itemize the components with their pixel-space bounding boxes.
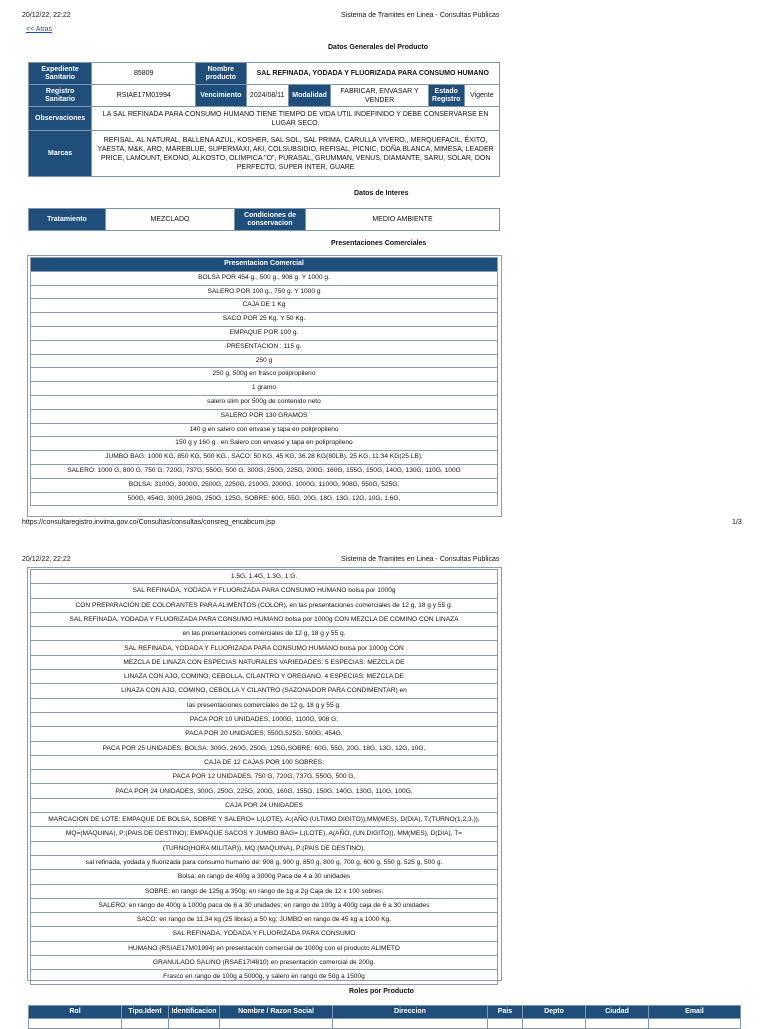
presentacion-row: las presentaciones comerciales de 12 g, 18 g y 55 g. [31,698,498,712]
presentacion-row: SALERO POR 130 GRAMOS [31,409,498,423]
interes-table [28,208,500,231]
roles-header-cell: Rol [29,1006,122,1019]
roles-header-cell: Direccion [333,1006,488,1019]
value-registro: RSIAE17M01994 [92,85,196,107]
value-nombre: SAL REFINADA, YODADA Y FLUORIZADA PARA CONSUMO HUMANO [246,63,499,85]
roles-header-cell: Ciudad [586,1006,649,1019]
presentacion-row: EMPAQUE POR 100 g. [31,326,498,340]
presentacion-row: SAL REFINADA, YODADA Y FLUORIZADA PARA CONSUMO HUMANO bolsa por 1000g [31,584,498,598]
label-modalidad: Modalidad [288,85,330,107]
presentacion-row: 150 g y 160 g . en Salero con envase y tapa en polipropileno [31,437,498,451]
value-condiciones: MEDIO AMBIENTE [306,209,500,231]
presentacion-row: 250 g, 500g en frasco polipropileno [31,368,498,382]
presentacion-row: MARCACION DE LOTE: EMPAQUE DE BOLSA, SOBRE Y SALERO= L(LOTE), A:(AÑO (ULTIMO DIGITO)),MM(MES), D(DIA), T:(TURNO(1,2,3,)), [31,813,498,827]
section-title-interes: Datos de Interes [354,190,409,197]
presentacion-row: PACA POR 10 UNIDADES; 1000G, 1100G, 908 G; [31,712,498,726]
presentacion-row: SOBRE: en rango de 125g a 350g; en rango de 1g a 2g Caja de 12 x 100 sobres; [31,884,498,898]
presentacion-row: 1 gramo [31,382,498,396]
value-tratamiento: MEZCLADO [106,209,235,231]
presentacion-row: BOLSA POR 454 g., 500 g., 908 g. Y 1000 g. [31,271,498,285]
presentacion-row: Frasco en rango de 100g a 5000g, y salero en rango de 50g a 1500g [31,970,498,984]
timestamp: 20/12/22, 22:22 [22,12,71,19]
presentacion-row: JUMBO BAG: 1000 KG, 850 KG, 500 KG., SACO: 50 KG, 45 KG, 36.28 KG(80LB), 25 KG, 11.34 KG(25 LB), [31,451,498,465]
presentacion-row: sal refinada, yodada y fluorizada para consumo humano de: 908 g, 900 g, 850 g, 800 g, 700 g, 600 g, 550 g, 525 g, 500 g. [31,855,498,869]
presentaciones-table-page2 [30,569,498,985]
presentacion-row: LINAZA CON AJO, COMINO, CEBOLLA, CILANTRO Y OREGANO. 4 ESPECIAS: MEZCLA DE [31,670,498,684]
section-title-presentaciones: Presentaciones Comerciales [331,240,427,247]
label-nombre: Nombre producto [196,63,246,85]
presentacion-row: PACA POR 25 UNIDADES; BOLSA: 300G, 260G, 250G, 125G,SOBRE: 60G, 55G, 20G, 18G, 13G, 12G, 10G, [31,741,498,755]
value-vencimiento: 2024/08/11 [246,85,288,107]
label-marcas: Marcas [29,131,92,177]
presentacion-row: SACO POR 25 Kg. Y 50 Kg. [31,313,498,327]
presentacion-row: SAL REFINADA, YODADA Y FLUORIZADA PARA CONSUMO [31,927,498,941]
site-title-page2: Sistema de Tramites en Linea - Consultas Publicas [341,556,500,563]
roles-header-cell: Pais [488,1006,523,1019]
presentacion-row: SALERO POR 100 g., 750 g. Y 1000 g [31,285,498,299]
back-link[interactable]: << Atras [26,26,53,33]
roles-table [28,1005,741,1029]
roles-header-cell: Email [649,1006,741,1019]
value-observaciones: LA SAL REFINADA PARA CONSUMO HUMANO TIENE TIEMPO DE VIDA UTIL INDEFINIDO Y DEBE CONSERVARSE EN LUGAR SECO. [92,107,500,131]
presentacion-row: MEZCLA DE LINAZA CON ESPECIAS NATURALES VARIEDADES: 5 ESPECIAS: MEZCLA DE [31,655,498,669]
presentacion-row: CAJA POR 24 UNIDADES [31,798,498,812]
presentacion-row: 140 g en salero con envase y tapa en polipropileno [31,423,498,437]
presentacion-row: CAJA DE 1 Kg [31,299,498,313]
presentacion-row: SALERO: en rango de 400g a 1000g paca de 6 a 30 unidades; en rango de 100g a 400g caja de 6 a 30 unidades [31,898,498,912]
presentacion-row: SAL REFINADA, YODADA Y FLUORIZADA PARA CONSUMO HUMANO bolsa por 1000g CON [31,641,498,655]
section-title-roles: Roles por Producto [349,988,414,995]
timestamp-page2: 20/12/22, 22:22 [22,556,71,563]
value-estado: Vigente [464,85,499,107]
presentacion-row: 1.5G, 1.4G, 1.3G, 1 G. [31,570,498,584]
roles-header-cell: Nombre / Razon Social [220,1006,333,1019]
value-expediente: 85809 [92,63,196,85]
presentacion-row: (TURNO(HORA MILITAR)), MQ:(MAQUINA), P:(PAIS DE DESTINO). [31,841,498,855]
label-expediente: Expediente Sanitario [29,63,92,85]
presentacion-row: SAL REFINADA, YODADA Y FLUORIZADA PARA CONSUMO HUMANO bolsa por 1000g CON MEZCLA DE COMINO CON LINAZA [31,612,498,626]
presentacion-row: PACA POR 12 UNIDADES, 750 G, 720G, 737G, 550G, 500 G, [31,770,498,784]
presentaciones-table [30,257,498,506]
label-vencimiento: Vencimiento [196,85,246,107]
label-condiciones: Condiciones de conservacion [235,209,306,231]
roles-header-cell: Tipo.Ident [122,1006,169,1019]
pres-header: Presentacion Comercial [31,258,498,272]
label-tratamiento: Tratamiento [29,209,106,231]
presentacion-row: CON PREPARACIÓN DE COLORANTES PARA ALIMENTOS (COLOR), en las presentaciones comerciales de 12 g, 18 g y 55 g. [31,598,498,612]
label-observaciones: Observaciones [29,107,92,131]
presentacion-row: BOLSA: 3100G, 3000G, 2500G, 2250G, 2100G, 2000G, 1000G, 1100G, 908G, 550G, 525G, [31,478,498,492]
presentacion-row: SALERO: 1000 G, 800 G, 750 G, 720G, 737G, 550G, 500 G, 300G, 250G, 225G, 200G, 160G, 155G, 150G, 140G, 130G, 110G, 100G [31,464,498,478]
presentacion-row: HUMANO (RSIAE17M01994) en presentación comercial de 1000g con el producto ALIMETO [31,941,498,955]
presentacion-row: GRANULADO SALINO (RSAE17I4810) en presentación comercial de 200g. [31,956,498,970]
presentacion-row: MQ=(MAQUINA), P:(PAIS DE DESTINO); EMPAQUE SACOS Y JUMBO BAG= L(LOTE), A(AÑO, (UN DIGITO)), MM(MES), D(DIA), T= [31,827,498,841]
value-marcas: REFISAL, AL NATURAL, BALLENA AZUL, KOSHER, SAL SOL, SAL PRIMA, CARULLA VIVERO,, MERQUEFACIL, ÉXITO, YAESTA, M&K, ARO, MAREBLUE, SUPERMAXI, AKI, COLSUBSIDIO, REFISAL, PICNIC, DOÑA BLANCA, MIMESA, LEADER PRICE, LAMOUNT, EKONO, ALKOSTO, OLIMPICA "O", PURASAL, GRUMMAN, VENUS, DIAMANTE, SARU, SOLAR, DON PERFECTO, SUPER INTER, GUARE [92,131,500,177]
label-registro: Registro Sanitario [29,85,92,107]
presentacion-row: PRESENTACION : 115 g. [31,340,498,354]
presentacion-row: salero slim por 500g de contenido neto [31,395,498,409]
value-modalidad: FABRICAR, ENVASAR Y VENDER [331,85,429,107]
presentacion-row: LINAZA CON AJO, COMINO, CEBOLLA Y CILANTRO (SAZONADOR PARA CONDIMENTAR) en [31,684,498,698]
section-title-general: Datos Generales del Producto [328,44,428,51]
presentacion-row: 500G, 454G, 300G,260G, 250G, 125G, SOBRE: 60G, 55G, 20G, 18G, 13G, 12G, 10G, 1.6G, [31,492,498,506]
presentacion-row: CAJA DE 12 CAJAS POR 100 SOBRES; [31,755,498,769]
presentacion-row: en las presentaciones comerciales de 12 g, 18 g y 55 g. [31,627,498,641]
presentacion-row: 250 g [31,354,498,368]
presentacion-row: PACA POR 24 UNIDADES, 300G, 250G, 225G, 200G, 160G, 155G, 150G, 140G, 130G, 110G, 100G, [31,784,498,798]
roles-header-cell: Depto [523,1006,586,1019]
presentacion-row: Bolsa: en rango de 400g a 3000g Paca de 4 a 30 unidades [31,870,498,884]
label-estado: Estado Registro [428,85,464,107]
footer-url: https://consultaregistro.invima.gov.co/Consultas/consultas/consreg_encabcum.jsp [22,519,276,526]
presentacion-row: PACA POR 20 UNIDADES; 550G,525G, 500G, 454G, [31,727,498,741]
general-data-table [28,62,500,177]
presentacion-row: SACO: en rango de 11.34 kg (25 libras) a 50 kg; JUMBO en rango de 45 kg a 1000 Kg. [31,913,498,927]
footer-page: 1/3 [732,519,742,526]
site-title: Sistema de Tramites en Linea - Consultas Publicas [341,12,500,19]
roles-header-cell: Identificacion [169,1006,220,1019]
